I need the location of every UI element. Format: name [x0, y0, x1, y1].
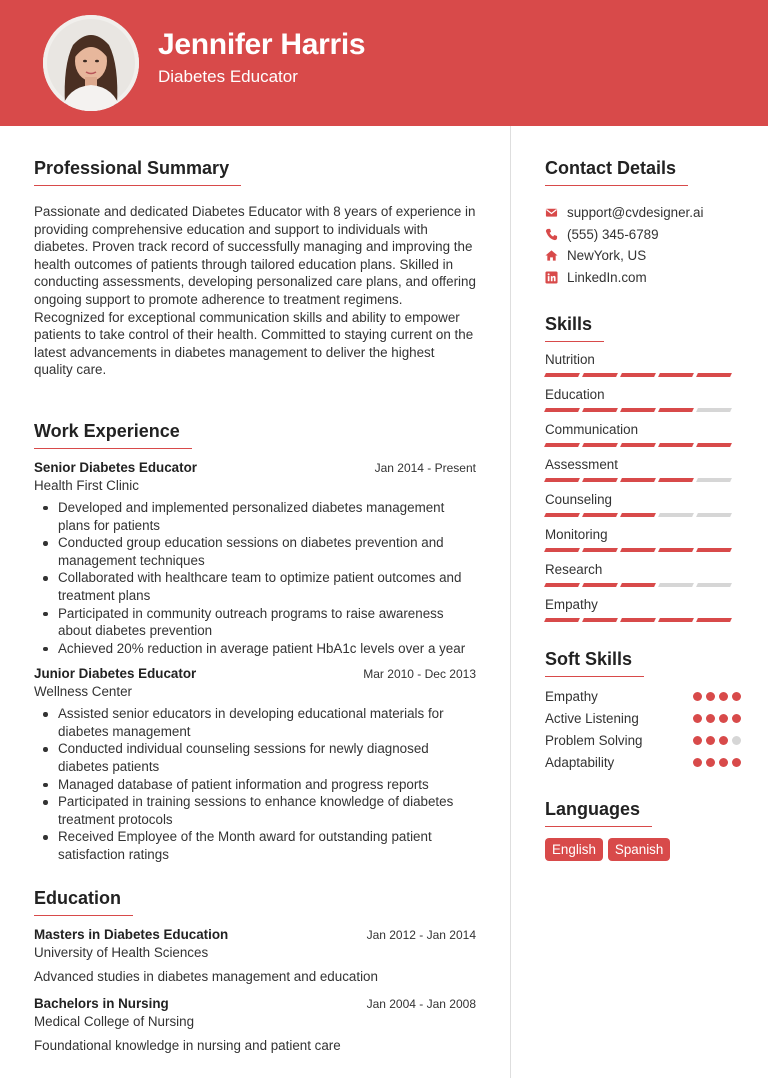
- contact-section: [545, 158, 745, 288]
- section-title-summary: Professional Summary: [34, 158, 241, 186]
- job-entry: [34, 460, 476, 657]
- candidate-name: Jennifer Harris: [158, 28, 366, 61]
- phone-icon: [545, 228, 558, 241]
- education-section: [34, 888, 476, 1053]
- education-description: Advanced studies in diabetes management and education: [34, 968, 378, 984]
- job-bullets: [34, 705, 476, 863]
- skill-segment: [582, 478, 618, 482]
- education-entry: [34, 996, 476, 1053]
- skill-segment: [696, 373, 732, 377]
- list-item: Conducted individual counseling sessions for newly diagnosed diabetes patients: [34, 740, 476, 775]
- skill-segment: [696, 443, 732, 447]
- list-item: Developed and implemented personalized diabetes management plans for patients: [34, 499, 476, 534]
- job-company: Wellness Center: [34, 684, 132, 700]
- skill-label: Assessment: [545, 457, 618, 472]
- skill-segment: [658, 513, 694, 517]
- skill-segment: [544, 583, 580, 587]
- skill-segment: [544, 373, 580, 377]
- skill-label: Monitoring: [545, 527, 608, 542]
- candidate-title: Diabetes Educator: [158, 67, 298, 86]
- skill-segment: [696, 548, 732, 552]
- skill-rating-bar: [545, 513, 745, 518]
- soft-skill-rating: [693, 758, 745, 767]
- list-item: Managed database of patient information and progress reports: [34, 776, 476, 794]
- rating-dot: [719, 692, 728, 701]
- skill-item: [545, 492, 745, 518]
- skill-segment: [658, 583, 694, 587]
- skill-label: Counseling: [545, 492, 612, 507]
- list-item: Participated in community outreach programs to raise awareness about diabetes prevention: [34, 605, 476, 640]
- soft-skill-item: [545, 707, 745, 729]
- skill-label: Empathy: [545, 597, 598, 612]
- skill-item: [545, 422, 745, 448]
- rating-dot: [693, 692, 702, 701]
- skill-segment: [544, 513, 580, 517]
- list-item: Collaborated with healthcare team to optimize patient outcomes and treatment plans: [34, 569, 476, 604]
- contact-text: LinkedIn.com: [567, 269, 647, 285]
- skill-segment: [658, 443, 694, 447]
- soft-skill-item: [545, 751, 745, 773]
- skill-segment: [544, 478, 580, 482]
- skill-segment: [582, 618, 618, 622]
- skill-segment: [620, 408, 656, 412]
- soft-skill-label: Empathy: [545, 688, 598, 704]
- skill-segment: [696, 478, 732, 482]
- job-dates: Jan 2014 - Present: [374, 460, 476, 475]
- rating-dot: [693, 758, 702, 767]
- skill-segment: [582, 548, 618, 552]
- column-divider: [510, 126, 511, 1078]
- contact-linkedin[interactable]: [545, 267, 745, 289]
- section-title-education: Education: [34, 888, 133, 916]
- contact-text: NewYork, US: [567, 248, 647, 264]
- rating-dot: [706, 736, 715, 745]
- skill-segment: [696, 618, 732, 622]
- skill-rating-bar: [545, 478, 745, 483]
- list-item: Received Employee of the Month award for outstanding patient satisfaction ratings: [34, 828, 476, 863]
- skill-segment: [544, 408, 580, 412]
- skill-segment: [658, 373, 694, 377]
- experience-section: [34, 421, 476, 864]
- contact-phone[interactable]: [545, 224, 745, 246]
- job-entry: [34, 666, 476, 863]
- main-column: [34, 158, 476, 1053]
- skill-segment: [658, 408, 694, 412]
- summary-section: [34, 158, 476, 379]
- skill-rating-bar: [545, 583, 745, 588]
- header-banner: [0, 0, 768, 126]
- skill-item: [545, 562, 745, 588]
- skill-label: Research: [545, 562, 603, 577]
- soft-skill-label: Adaptability: [545, 754, 615, 770]
- skill-segment: [620, 373, 656, 377]
- skill-segment: [658, 618, 694, 622]
- skill-segment: [582, 408, 618, 412]
- education-description: Foundational knowledge in nursing and patient care: [34, 1037, 341, 1053]
- skill-segment: [620, 548, 656, 552]
- skill-rating-bar: [545, 373, 745, 378]
- section-title-experience: Work Experience: [34, 421, 192, 449]
- section-title-contact: Contact Details: [545, 158, 688, 186]
- rating-dot: [719, 736, 728, 745]
- profile-photo: [43, 15, 139, 111]
- section-title-skills: Skills: [545, 314, 604, 342]
- skill-item: [545, 597, 745, 623]
- skill-segment: [696, 583, 732, 587]
- skill-rating-bar: [545, 408, 745, 413]
- skill-label: Education: [545, 387, 605, 402]
- contact-text: (555) 345-6789: [567, 226, 659, 242]
- rating-dot: [693, 736, 702, 745]
- job-company: Health First Clinic: [34, 477, 139, 493]
- language-badge: English: [545, 838, 603, 861]
- skill-segment: [582, 443, 618, 447]
- contact-text: support@cvdesigner.ai: [567, 205, 704, 221]
- skill-rating-bar: [545, 443, 745, 448]
- home-icon: [545, 249, 558, 262]
- languages-section: [545, 799, 745, 861]
- rating-dot: [719, 758, 728, 767]
- sidebar-column: [545, 158, 745, 861]
- list-item: Participated in training sessions to enhance knowledge of diabetes treatment protocols: [34, 793, 476, 828]
- skill-segment: [620, 513, 656, 517]
- degree-name: Masters in Diabetes Education: [34, 926, 229, 942]
- rating-dot: [693, 714, 702, 723]
- skill-label: Communication: [545, 422, 639, 437]
- job-role: Senior Diabetes Educator: [34, 459, 197, 475]
- skills-list: [545, 352, 745, 623]
- skill-segment: [620, 478, 656, 482]
- email-icon: [545, 206, 558, 219]
- skill-segment: [544, 618, 580, 622]
- skill-item: [545, 352, 745, 378]
- soft-skill-item: [545, 685, 745, 707]
- contact-email[interactable]: [545, 202, 745, 224]
- list-item: Conducted group education sessions on diabetes prevention and management techniques: [34, 534, 476, 569]
- skill-rating-bar: [545, 548, 745, 553]
- rating-dot: [732, 736, 741, 745]
- rating-dot: [732, 692, 741, 701]
- skill-segment: [582, 583, 618, 587]
- skill-segment: [544, 443, 580, 447]
- rating-dot: [719, 714, 728, 723]
- skill-segment: [620, 443, 656, 447]
- skill-segment: [582, 513, 618, 517]
- summary-text: Passionate and dedicated Diabetes Educator with 8 years of experience in providing comprehensive education and support to individuals with diabetes. Proven track record of successfully managing and improving the health outcomes of patients through tailored education plans. Skilled in conducting assessments, developing personalized care plans, and offering ongoing support to promote adherence to treatment regimens. Recognized for exceptional communication skills and ability to empower patients to take control of their health. Committed to staying current on the latest advancements in diabetes management to deliver the highest quality care.: [34, 204, 476, 378]
- school-name: University of Health Sciences: [34, 944, 209, 960]
- education-dates: Jan 2004 - Jan 2008: [366, 996, 476, 1011]
- soft-skills-list: [545, 685, 745, 773]
- section-title-soft-skills: Soft Skills: [545, 649, 644, 677]
- skill-label: Nutrition: [545, 352, 595, 367]
- skill-segment: [544, 548, 580, 552]
- rating-dot: [732, 758, 741, 767]
- education-dates: Jan 2012 - Jan 2014: [366, 927, 476, 942]
- soft-skill-item: [545, 729, 745, 751]
- list-item: Assisted senior educators in developing educational materials for diabetes management: [34, 705, 476, 740]
- skill-item: [545, 457, 745, 483]
- job-dates: Mar 2010 - Dec 2013: [363, 667, 476, 682]
- rating-dot: [706, 692, 715, 701]
- skill-segment: [696, 513, 732, 517]
- contact-location: [545, 245, 745, 267]
- job-role: Junior Diabetes Educator: [34, 666, 197, 682]
- rating-dot: [706, 714, 715, 723]
- rating-dot: [706, 758, 715, 767]
- language-badge: Spanish: [608, 838, 670, 861]
- skill-item: [545, 387, 745, 413]
- section-title-languages: Languages: [545, 799, 652, 827]
- skill-segment: [620, 583, 656, 587]
- soft-skills-section: [545, 649, 745, 773]
- skill-segment: [658, 548, 694, 552]
- soft-skill-rating: [693, 736, 745, 745]
- skill-segment: [620, 618, 656, 622]
- skill-item: [545, 527, 745, 553]
- linkedin-icon: [545, 271, 558, 284]
- skill-rating-bar: [545, 618, 745, 623]
- list-item: Achieved 20% reduction in average patient HbA1c levels over a year: [34, 640, 476, 658]
- degree-name: Bachelors in Nursing: [34, 995, 169, 1011]
- skill-segment: [696, 408, 732, 412]
- job-bullets: [34, 499, 476, 657]
- rating-dot: [732, 714, 741, 723]
- skill-segment: [658, 478, 694, 482]
- soft-skill-label: Active Listening: [545, 710, 639, 726]
- soft-skill-label: Problem Solving: [545, 732, 643, 748]
- soft-skill-rating: [693, 692, 745, 701]
- skill-segment: [582, 373, 618, 377]
- skills-section: [545, 314, 745, 623]
- soft-skill-rating: [693, 714, 745, 723]
- education-entry: [34, 927, 476, 984]
- school-name: Medical College of Nursing: [34, 1013, 195, 1029]
